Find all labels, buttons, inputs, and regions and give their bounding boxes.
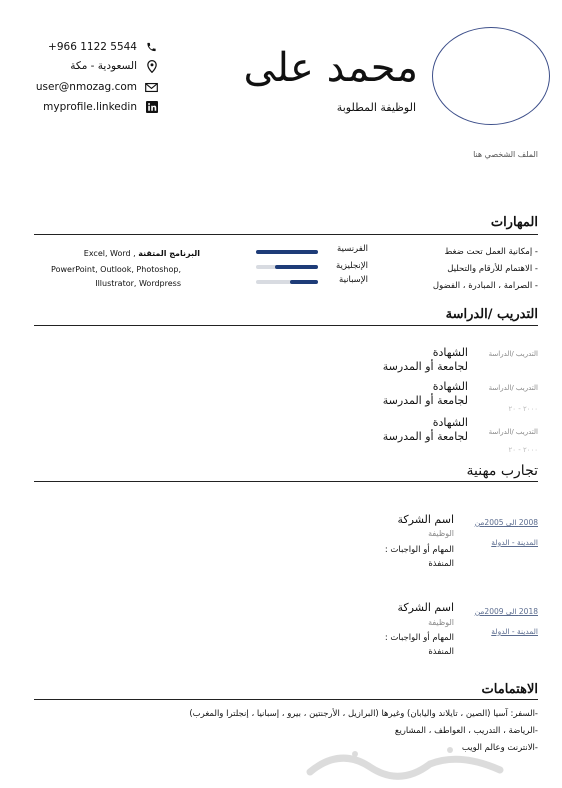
software-line-text: Excel, Word , (83, 249, 136, 258)
interests-heading: الاهتمامات (481, 682, 538, 697)
education-school: لجامعة أو المدرسة (382, 394, 468, 407)
education-label: التدريب /الدراسة (488, 428, 538, 436)
profile-photo-placeholder (432, 27, 550, 125)
contact-location (38, 59, 158, 73)
language-name: الإسبانية (339, 275, 368, 285)
experience-dates[interactable]: 2018 الى 2009من (474, 607, 538, 616)
language-name: الفرنسية (336, 244, 368, 254)
software-line (40, 247, 200, 260)
contact-linkedin (38, 100, 158, 114)
contact-phone-text: +966 1122 5544 (48, 41, 137, 53)
envelope-icon (145, 81, 158, 94)
skills-heading: المهارات (490, 215, 538, 230)
experience-dates[interactable]: 2008 الى 2005من (474, 518, 538, 527)
experience-company: اسم الشركة (397, 601, 454, 614)
language-level-bar (275, 265, 318, 269)
interest-item: -السفر: آسيا (الصين ، تايلاند واليابان) وغيرها (البرازيل ، الأرجنتين ، بيرو ، إسبانيا ، إنجلترا والمغرب) (189, 709, 538, 719)
experience-tasks: المهام أو الواجبات : (384, 633, 454, 643)
experience-role: الوظيفة (428, 529, 454, 538)
software-line: PowerPoint, Outlook, Photoshop, (51, 265, 181, 274)
education-divider (34, 325, 538, 326)
education-degree: الشهادة (432, 346, 468, 359)
education-degree: الشهادة (432, 416, 468, 429)
education-school: لجامعة أو المدرسة (382, 430, 468, 443)
interests-divider (34, 699, 538, 700)
location-pin-icon (145, 60, 158, 73)
education-dates: ٢٠٠٠ - ٢٠ (508, 405, 538, 413)
experience-company: اسم الشركة (397, 513, 454, 526)
experience-tasks-line2: المنفذة (428, 559, 454, 569)
language-level-bar (290, 280, 318, 284)
contact-linkedin-text: myprofile.linkedin (43, 101, 137, 113)
education-degree: الشهادة (432, 380, 468, 393)
experience-location[interactable]: المدينة - الدولة (491, 538, 538, 547)
contact-phone (38, 40, 158, 54)
experience-tasks: المهام أو الواجبات : (384, 545, 454, 555)
experience-divider (34, 481, 538, 482)
experience-heading: تجارب مهنية (466, 463, 538, 479)
education-heading: التدريب /الدراسة (445, 307, 538, 322)
skill-item: - إمكانية العمل تحت ضغط (444, 247, 538, 257)
contact-location-text: السعودية - مكة (70, 60, 137, 72)
contact-email (35, 80, 158, 94)
interest-item: -الرياضة ، التدريب ، العواطف ، المشاريع (394, 726, 538, 736)
skill-item: - الاهتمام للأرقام والتحليل (447, 264, 538, 274)
experience-tasks-line2: المنفذة (428, 647, 454, 657)
education-dates: ٢٠٠٠ - ٢٠ (508, 446, 538, 454)
education-label: التدريب /الدراسة (488, 384, 538, 392)
experience-role: الوظيفة (428, 618, 454, 627)
interest-item: -الانترنت وعالم الويب (461, 743, 538, 753)
software-line: Illustrator, Wordpress (95, 279, 181, 288)
contact-email-text: user@nmozag.com (35, 81, 137, 93)
phone-icon (145, 41, 158, 54)
skills-divider (34, 234, 538, 235)
education-school: لجامعة أو المدرسة (382, 360, 468, 373)
watermark-logo (300, 742, 510, 782)
experience-location[interactable]: المدينة - الدولة (491, 627, 538, 636)
education-label: التدريب /الدراسة (488, 350, 538, 358)
language-level-bar (256, 250, 318, 254)
software-heading: البرنامج المتقنة (138, 249, 200, 258)
linkedin-icon (145, 101, 158, 114)
skill-item: - الصرامة ، المبادرة ، الفضول (432, 281, 538, 291)
language-name: الإنجليزية (335, 261, 368, 271)
job-title: الوظيفة المطلوبة (336, 101, 416, 114)
profile-summary: الملف الشخصي هنا (473, 150, 538, 159)
candidate-name: محمد على (243, 45, 418, 91)
